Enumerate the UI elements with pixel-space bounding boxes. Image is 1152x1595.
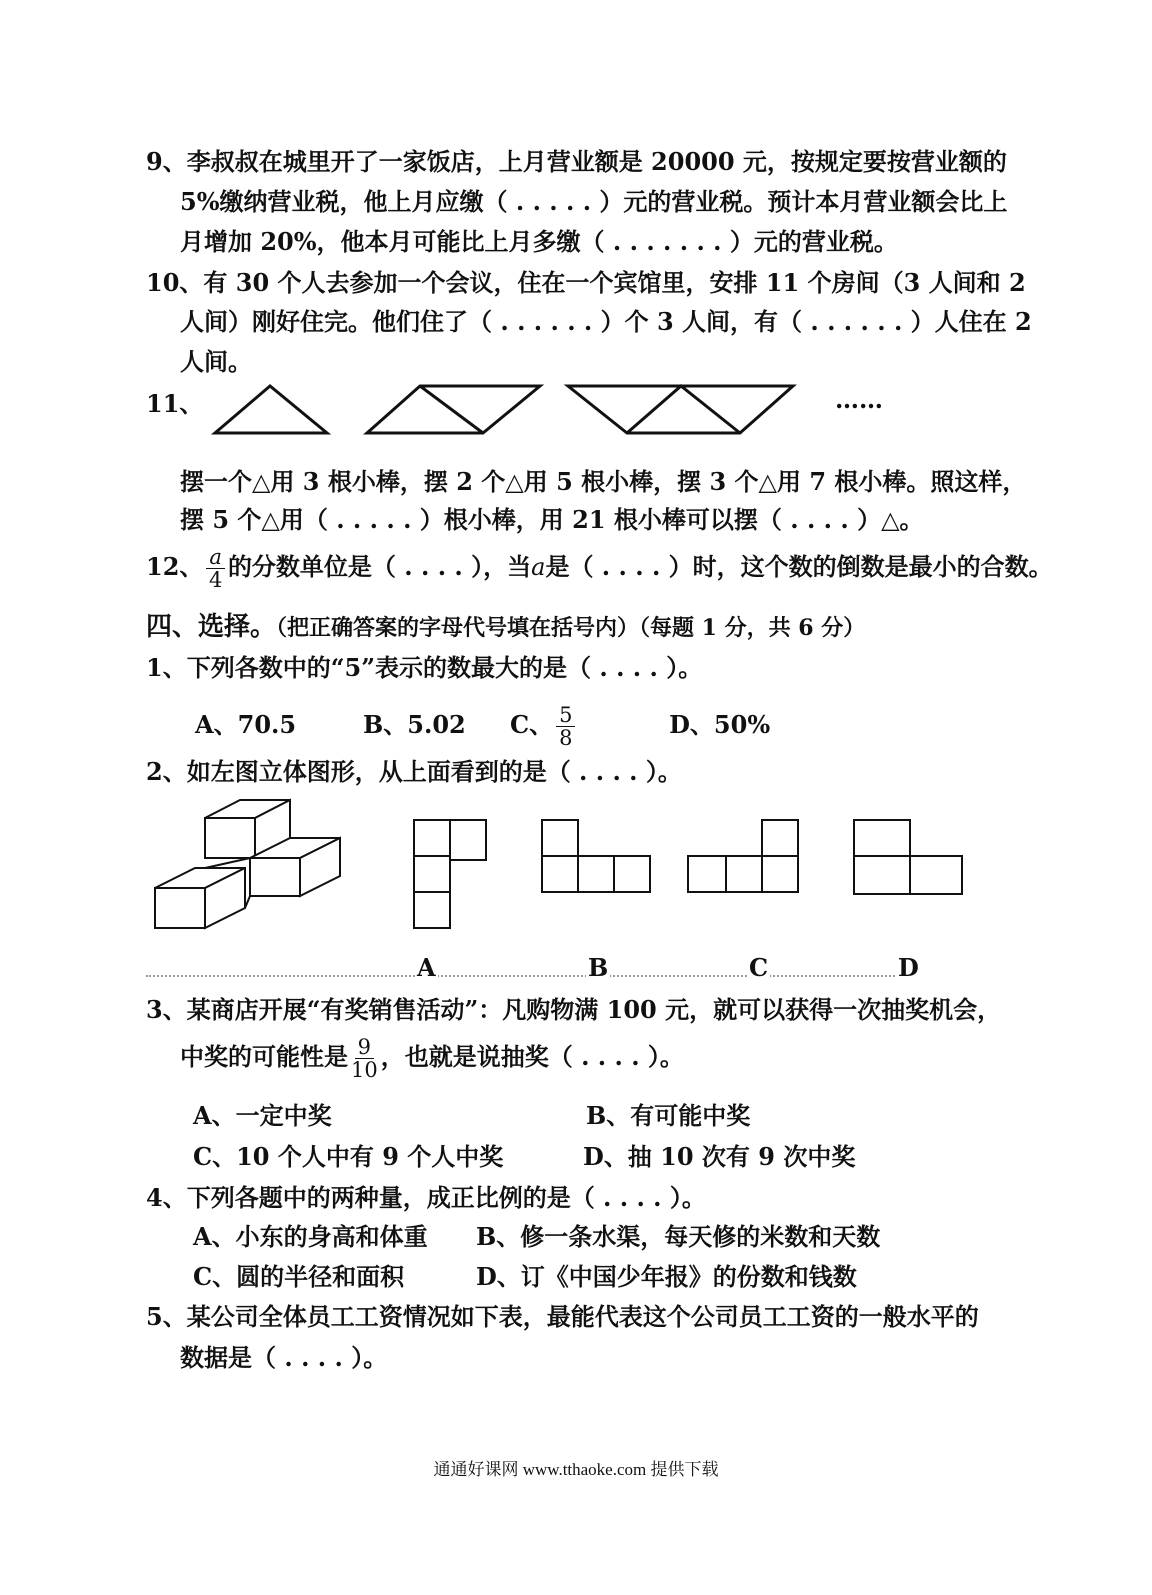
footer-watermark: 通通好课网 www.tthaoke.com 提供下载 xyxy=(433,1460,719,1479)
option-b-top-view xyxy=(540,818,655,898)
choice-5-line-1: 5、某公司全体员工工资情况如下表，最能代表这个公司员工工资的一般水平的 xyxy=(146,1302,979,1331)
choice-5-line-2: 数据是（ . . . . ）。 xyxy=(180,1343,388,1372)
q12-fraction: $\frac{a}{4}$ xyxy=(206,546,225,591)
choice-1-option-d: D、50% xyxy=(669,710,771,740)
q9-line-1: 9、李叔叔在城里开了一家饭店，上月营业额是 20000 元，按规定要按营业额的 xyxy=(146,147,1007,176)
pattern-two-triangles-inner xyxy=(420,386,483,433)
choice-3-line-2: 中奖的可能性是 $\frac{9}{10}$ ，也就是说抽奖（ . . . . ）。 xyxy=(180,1035,684,1083)
q11-ellipsis: …… xyxy=(835,385,883,414)
solid-figure-cubes xyxy=(150,798,350,938)
choice-3-fraction: $\frac{9}{10}$ xyxy=(351,1035,378,1083)
choice-1-option-c-fraction: $\frac{5}{8}$ xyxy=(556,704,666,749)
q9-line-2: 5%缴纳营业税，他上月应缴（ . . . . . ）元的营业税。预计本月营业额会比上 xyxy=(180,187,1008,216)
q11-line-2: 摆 5 个△用（ . . . . . ）根小棒，用 21 根小棒可以摆（ . . . . ）△。 xyxy=(180,505,924,534)
q10-line-1: 10、有 30 个人去参加一个会议，住在一个宾馆里，安排 11 个房间（3 人间和 2 xyxy=(146,268,1026,297)
q12-text-b: 是（ . . . . ）时，这个数的倒数是最小的合数。 xyxy=(545,552,1053,582)
choice-2-label-a: A xyxy=(417,953,436,982)
choice-2-stem: 2、如左图立体图形，从上面看到的是（ . . . . ）。 xyxy=(146,757,682,786)
choice-4-option-b: B、修一条水渠，每天修的米数和天数 xyxy=(476,1222,881,1251)
q12-line xyxy=(146,546,1053,591)
section-4-heading xyxy=(146,614,865,640)
q10-line-3: 人间。 xyxy=(180,347,252,376)
option-d-top-view xyxy=(852,818,967,898)
q12-text-a: 的分数单位是（ . . . . ），当 xyxy=(227,552,532,582)
q10-line-2: 人间）刚好住完。他们住了（ . . . . . . ）个 3 人间，有（ . . . . . . ）人住在 2 xyxy=(180,307,1032,336)
pattern-three-triangles xyxy=(568,386,793,433)
q12-label: 12、 xyxy=(146,552,204,582)
option-a-top-view xyxy=(412,818,492,933)
q9-line-3: 月增加 20%，他本月可能比上月多缴（ . . . . . . . ）元的营业税。 xyxy=(180,227,898,256)
choice-3-option-d: D、抽 10 次有 9 次中奖 xyxy=(583,1142,856,1171)
option-c-top-view xyxy=(686,818,806,898)
q11-label: 11、 xyxy=(146,389,204,418)
choice-4-stem: 4、下列各题中的两种量，成正比例的是（ . . . . ）。 xyxy=(146,1183,706,1212)
choice-1-option-b: B、5.02 xyxy=(363,710,466,740)
choice-1-options xyxy=(195,704,770,749)
choice-2-label-d: D xyxy=(898,953,919,982)
pattern-three-triangles-inner xyxy=(627,386,740,433)
q11-line-1: 摆一个△用 3 根小棒，摆 2 个△用 5 根小棒，摆 3 个△用 7 根小棒。照这样， xyxy=(180,467,1027,496)
choice-3-stem: 3、某商店开展“有奖销售活动”：凡购物满 100 元，就可以获得一次抽奖机会， xyxy=(146,995,1002,1024)
section-4-note: （把正确答案的字母代号填在括号内）（每题 1 分，共 6 分） xyxy=(276,615,866,641)
choice-4-option-d: D、订《中国少年报》的份数和钱数 xyxy=(476,1262,857,1291)
q12-var: a xyxy=(531,553,546,582)
choice-4-option-c: C、圆的半径和面积 xyxy=(193,1262,405,1291)
pattern-one-triangle xyxy=(215,386,327,433)
section-4-title: 四、选择。 xyxy=(146,612,277,642)
choice-1-option-c: C、 xyxy=(510,710,554,740)
triangle-pattern-figures xyxy=(210,378,810,438)
choice-3-option-b: B、有可能中奖 xyxy=(586,1101,751,1130)
choice-3-option-c: C、10 个人中有 9 个人中奖 xyxy=(193,1142,504,1171)
choice-4-option-a: A、小东的身高和体重 xyxy=(193,1222,428,1251)
choice-2-label-dots xyxy=(146,975,906,977)
choice-1-option-a: A、70.5 xyxy=(195,710,297,740)
choice-1-stem: 1、下列各数中的“5”表示的数最大的是（ . . . . ）。 xyxy=(146,653,703,682)
choice-2-label-b: B xyxy=(588,953,609,982)
choice-3-option-a: A、一定中奖 xyxy=(193,1101,332,1130)
choice-2-label-c: C xyxy=(749,953,769,982)
